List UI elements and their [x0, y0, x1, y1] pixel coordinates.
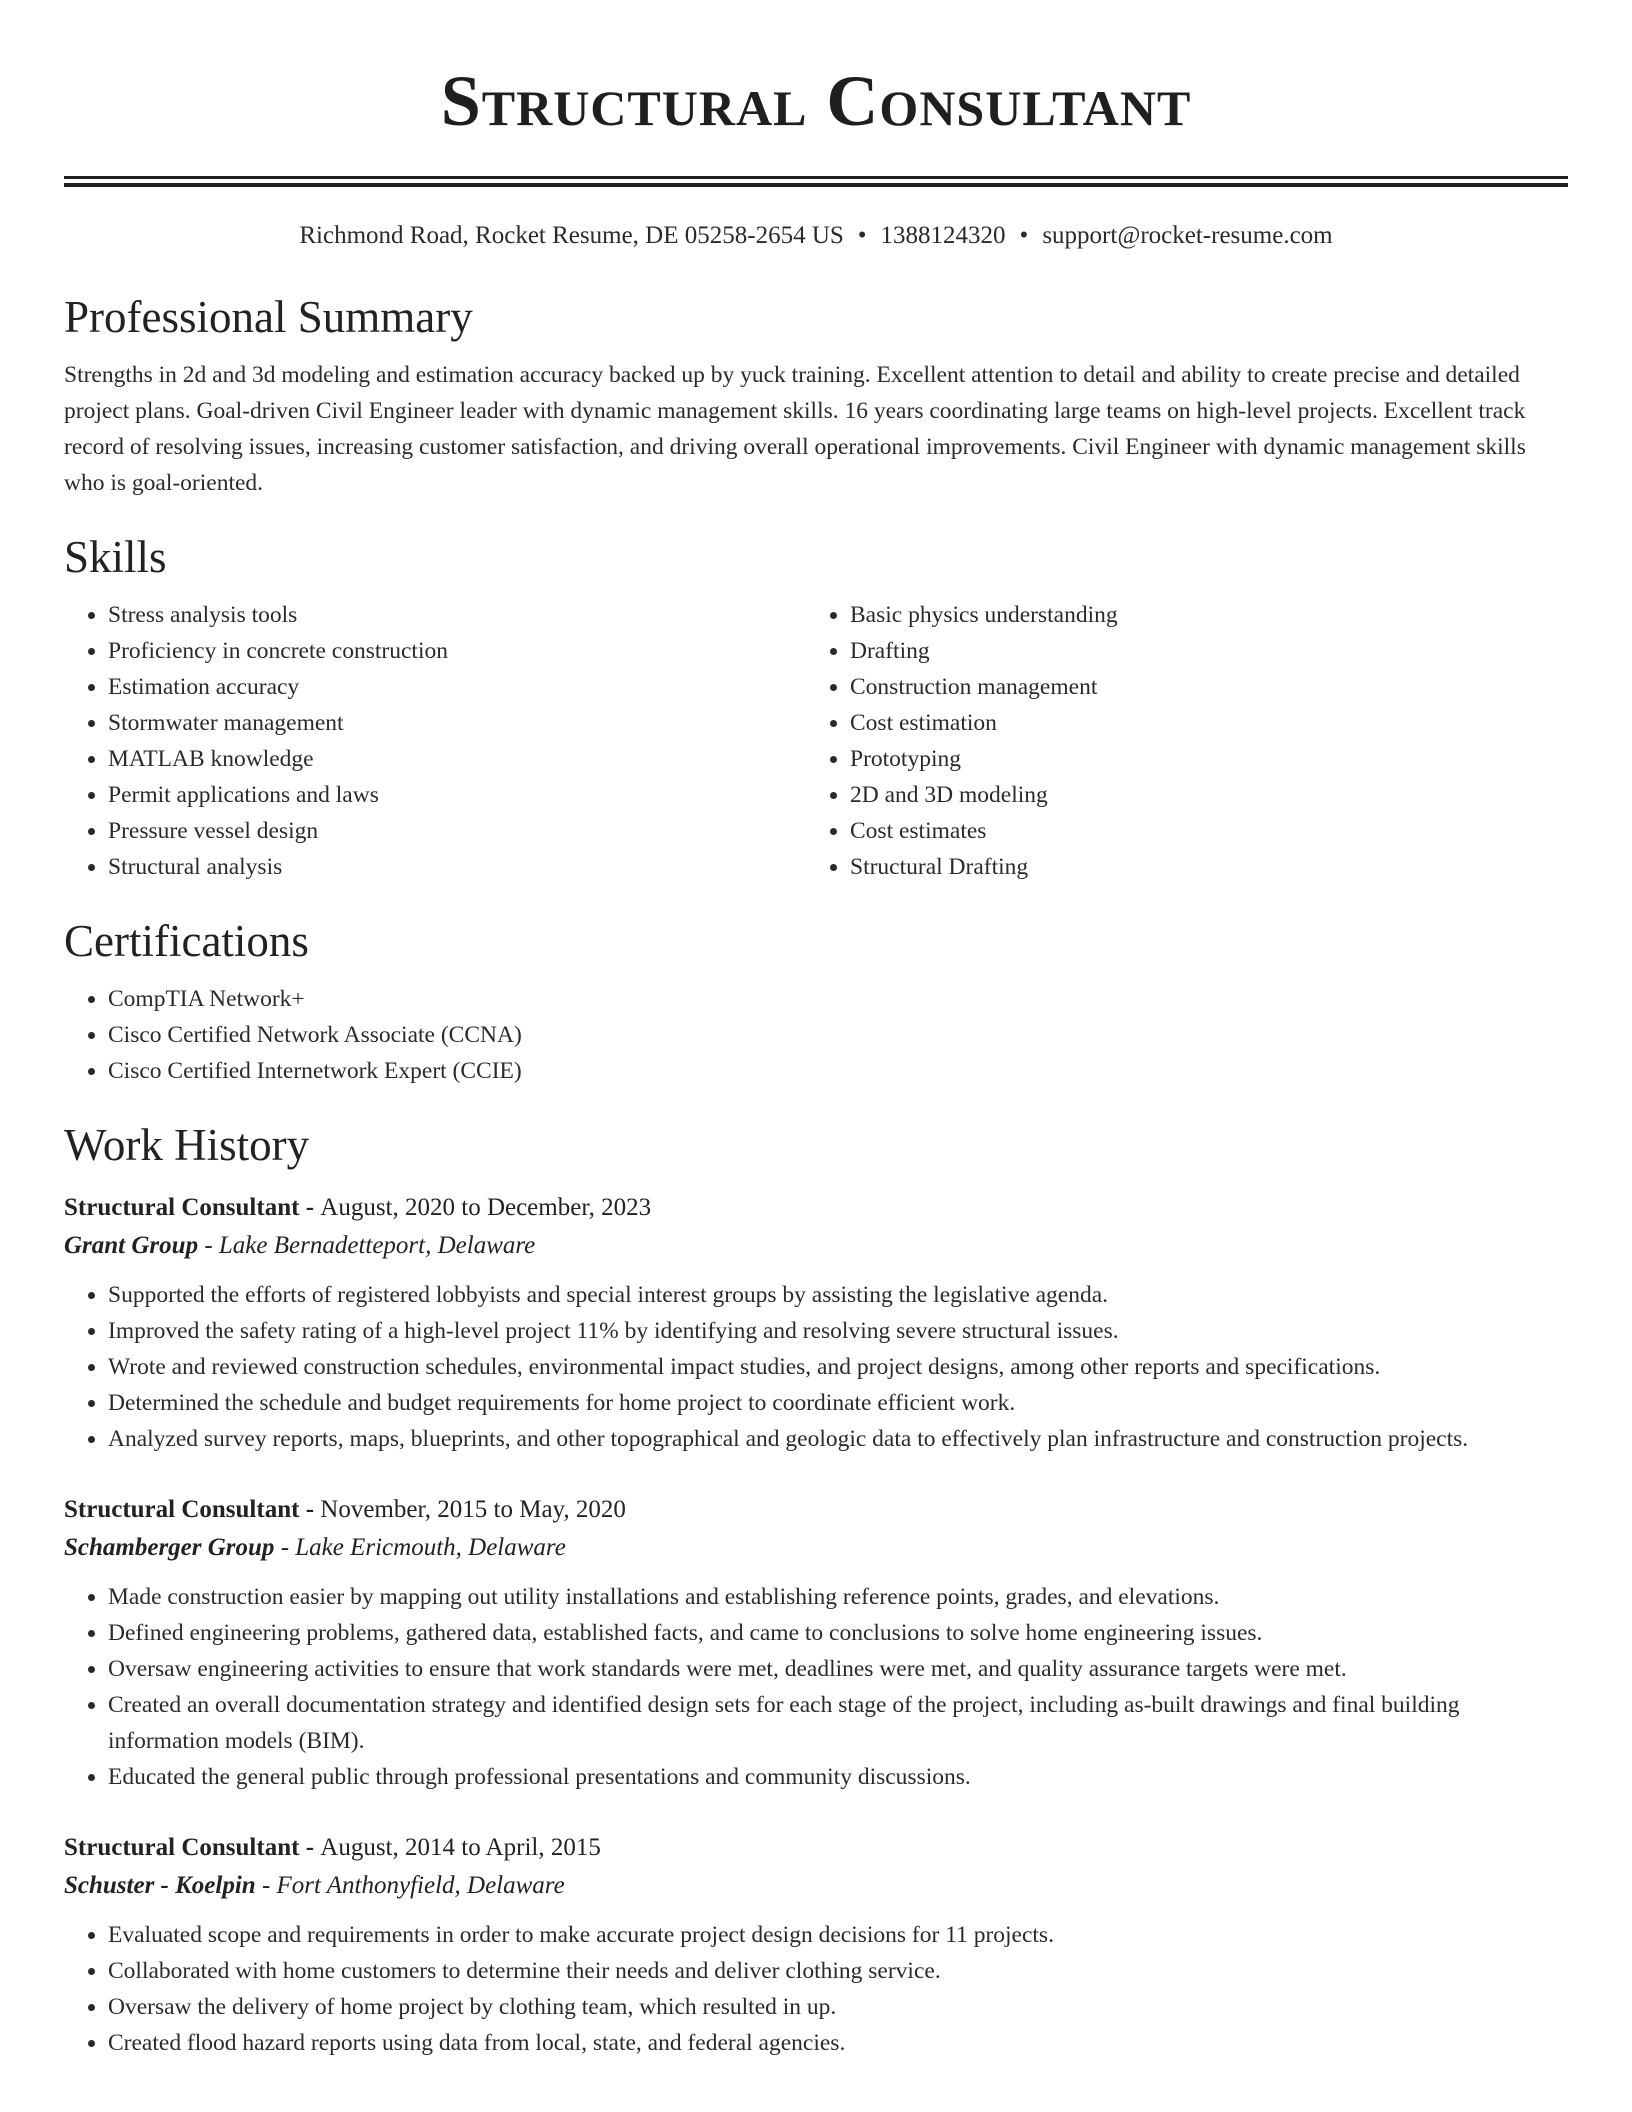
- job-location: Lake Ericmouth, Delaware: [295, 1534, 566, 1561]
- contact-separator: •: [1019, 222, 1029, 249]
- summary-text: Strengths in 2d and 3d modeling and estimation accuracy backed up by yuck training. Excellent attention to detail and ability to create precise and detailed project plans. Goal-driven Civil Engineer leader with dynamic management skills. 16 years coordinating large teams on high-level projects. Excellent track record of resolving issues, increasing customer satisfaction, and driving overall operational improvements. Civil Engineer with dynamic management skills who is goal-oriented.: [64, 362, 1526, 496]
- certification-item: • CompTIA Network+: [108, 981, 1568, 1017]
- job-dash: -: [274, 1534, 296, 1561]
- job-title: Structural Consultant: [64, 1496, 300, 1523]
- contact-line: [64, 219, 1568, 253]
- job-header: [64, 1491, 1568, 1529]
- job-duty: • Determined the schedule and budget requirements for home project to coordinate efficient work.: [108, 1385, 1568, 1421]
- skill-item: • Structural analysis: [108, 849, 806, 885]
- job-duties: [64, 1917, 1568, 2061]
- skill-item: • Prototyping: [850, 741, 1548, 777]
- job-dash: -: [255, 1872, 277, 1899]
- job-duties: [64, 1277, 1568, 1457]
- job-entry: [64, 1189, 1568, 1457]
- title-divider: [64, 176, 1568, 187]
- skill-item: • Cost estimates: [850, 813, 1548, 849]
- job-duty: • Oversaw engineering activities to ensure that work standards were met, deadlines were met, and quality assurance targets were met.: [108, 1651, 1568, 1687]
- certification-item: • Cisco Certified Internetwork Expert (CCIE): [108, 1053, 1568, 1089]
- job-dash: -: [299, 1834, 321, 1861]
- job-entry: [64, 1491, 1568, 1795]
- job-dates: August, 2020 to December, 2023: [320, 1194, 652, 1221]
- job-dash: -: [299, 1496, 321, 1523]
- certifications-list: [64, 981, 1568, 1089]
- job-company: Schuster - Koelpin: [64, 1872, 256, 1899]
- certification-item: • Cisco Certified Network Associate (CCNA): [108, 1017, 1568, 1053]
- contact-address: Richmond Road, Rocket Resume, DE 05258-2654 US: [299, 222, 844, 249]
- contact-phone: 1388124320: [880, 222, 1006, 249]
- work-history-heading: Work History: [64, 1120, 310, 1170]
- skill-item: • Stormwater management: [108, 705, 806, 741]
- job-header: [64, 1189, 1568, 1227]
- job-duty: • Made construction easier by mapping out utility installations and establishing reference points, grades, and elevations.: [108, 1579, 1568, 1615]
- job-employer: [64, 1227, 1568, 1265]
- job-employer: [64, 1867, 1568, 1905]
- certifications-heading: Certifications: [64, 916, 309, 966]
- skill-item: • Basic physics understanding: [850, 597, 1548, 633]
- job-company: Grant Group: [64, 1232, 199, 1259]
- job-duty: • Collaborated with home customers to determine their needs and deliver clothing service.: [108, 1953, 1568, 1989]
- job-duty: • Improved the safety rating of a high-level project 11% by identifying and resolving severe structural issues.: [108, 1313, 1568, 1349]
- skills-list-left: [64, 597, 806, 885]
- skill-item: • Drafting: [850, 633, 1548, 669]
- job-duty: • Created flood hazard reports using data from local, state, and federal agencies.: [108, 2025, 1568, 2061]
- skill-item: • Pressure vessel design: [108, 813, 806, 849]
- job-duty: • Analyzed survey reports, maps, blueprints, and other topographical and geologic data to effectively plan infrastructure and construction projects.: [108, 1421, 1568, 1457]
- job-dates: August, 2014 to April, 2015: [320, 1834, 601, 1861]
- skill-item: • Proficiency in concrete construction: [108, 633, 806, 669]
- job-title: Structural Consultant: [64, 1194, 300, 1221]
- job-entry: [64, 1829, 1568, 2061]
- skill-item: • Cost estimation: [850, 705, 1548, 741]
- job-duty: • Oversaw the delivery of home project by clothing team, which resulted in up.: [108, 1989, 1568, 2025]
- job-header: [64, 1829, 1568, 1867]
- skills-heading: Skills: [64, 532, 167, 582]
- page-title: Structural Consultant: [440, 61, 1192, 141]
- job-company: Schamberger Group: [64, 1534, 275, 1561]
- skill-item: • 2D and 3D modeling: [850, 777, 1548, 813]
- job-duty: • Defined engineering problems, gathered data, established facts, and came to conclusions to solve home engineering issues.: [108, 1615, 1568, 1651]
- skills-list-right: [806, 597, 1548, 885]
- job-duties: [64, 1579, 1568, 1795]
- contact-email: support@rocket-resume.com: [1042, 222, 1333, 249]
- job-employer: [64, 1529, 1568, 1567]
- skills-grid: [64, 597, 1568, 885]
- skill-item: • Construction management: [850, 669, 1548, 705]
- summary-heading: Professional Summary: [64, 292, 473, 342]
- job-location: Lake Bernadetteport, Delaware: [218, 1232, 536, 1259]
- skills-column-right: [806, 597, 1548, 885]
- job-dash: -: [198, 1232, 219, 1259]
- skills-column-left: [64, 597, 806, 885]
- job-title: Structural Consultant: [64, 1834, 300, 1861]
- skill-item: • Permit applications and laws: [108, 777, 806, 813]
- skill-item: • MATLAB knowledge: [108, 741, 806, 777]
- job-duty: • Evaluated scope and requirements in order to make accurate project design decisions for 11 projects.: [108, 1917, 1568, 1953]
- job-dates: November, 2015 to May, 2020: [320, 1496, 626, 1523]
- job-duty: • Wrote and reviewed construction schedules, environmental impact studies, and project designs, among other reports and specifications.: [108, 1349, 1568, 1385]
- job-duty: • Educated the general public through professional presentations and community discussions.: [108, 1759, 1568, 1795]
- job-location: Fort Anthonyfield, Delaware: [276, 1872, 565, 1899]
- skill-item: • Stress analysis tools: [108, 597, 806, 633]
- job-duty: • Supported the efforts of registered lobbyists and special interest groups by assisting the legislative agenda.: [108, 1277, 1568, 1313]
- job-dash: -: [299, 1194, 321, 1221]
- contact-separator: •: [857, 222, 867, 249]
- job-duty: • Created an overall documentation strategy and identified design sets for each stage of the project, including as-built drawings and final building information models (BIM).: [108, 1687, 1568, 1759]
- skill-item: • Structural Drafting: [850, 849, 1548, 885]
- skill-item: • Estimation accuracy: [108, 669, 806, 705]
